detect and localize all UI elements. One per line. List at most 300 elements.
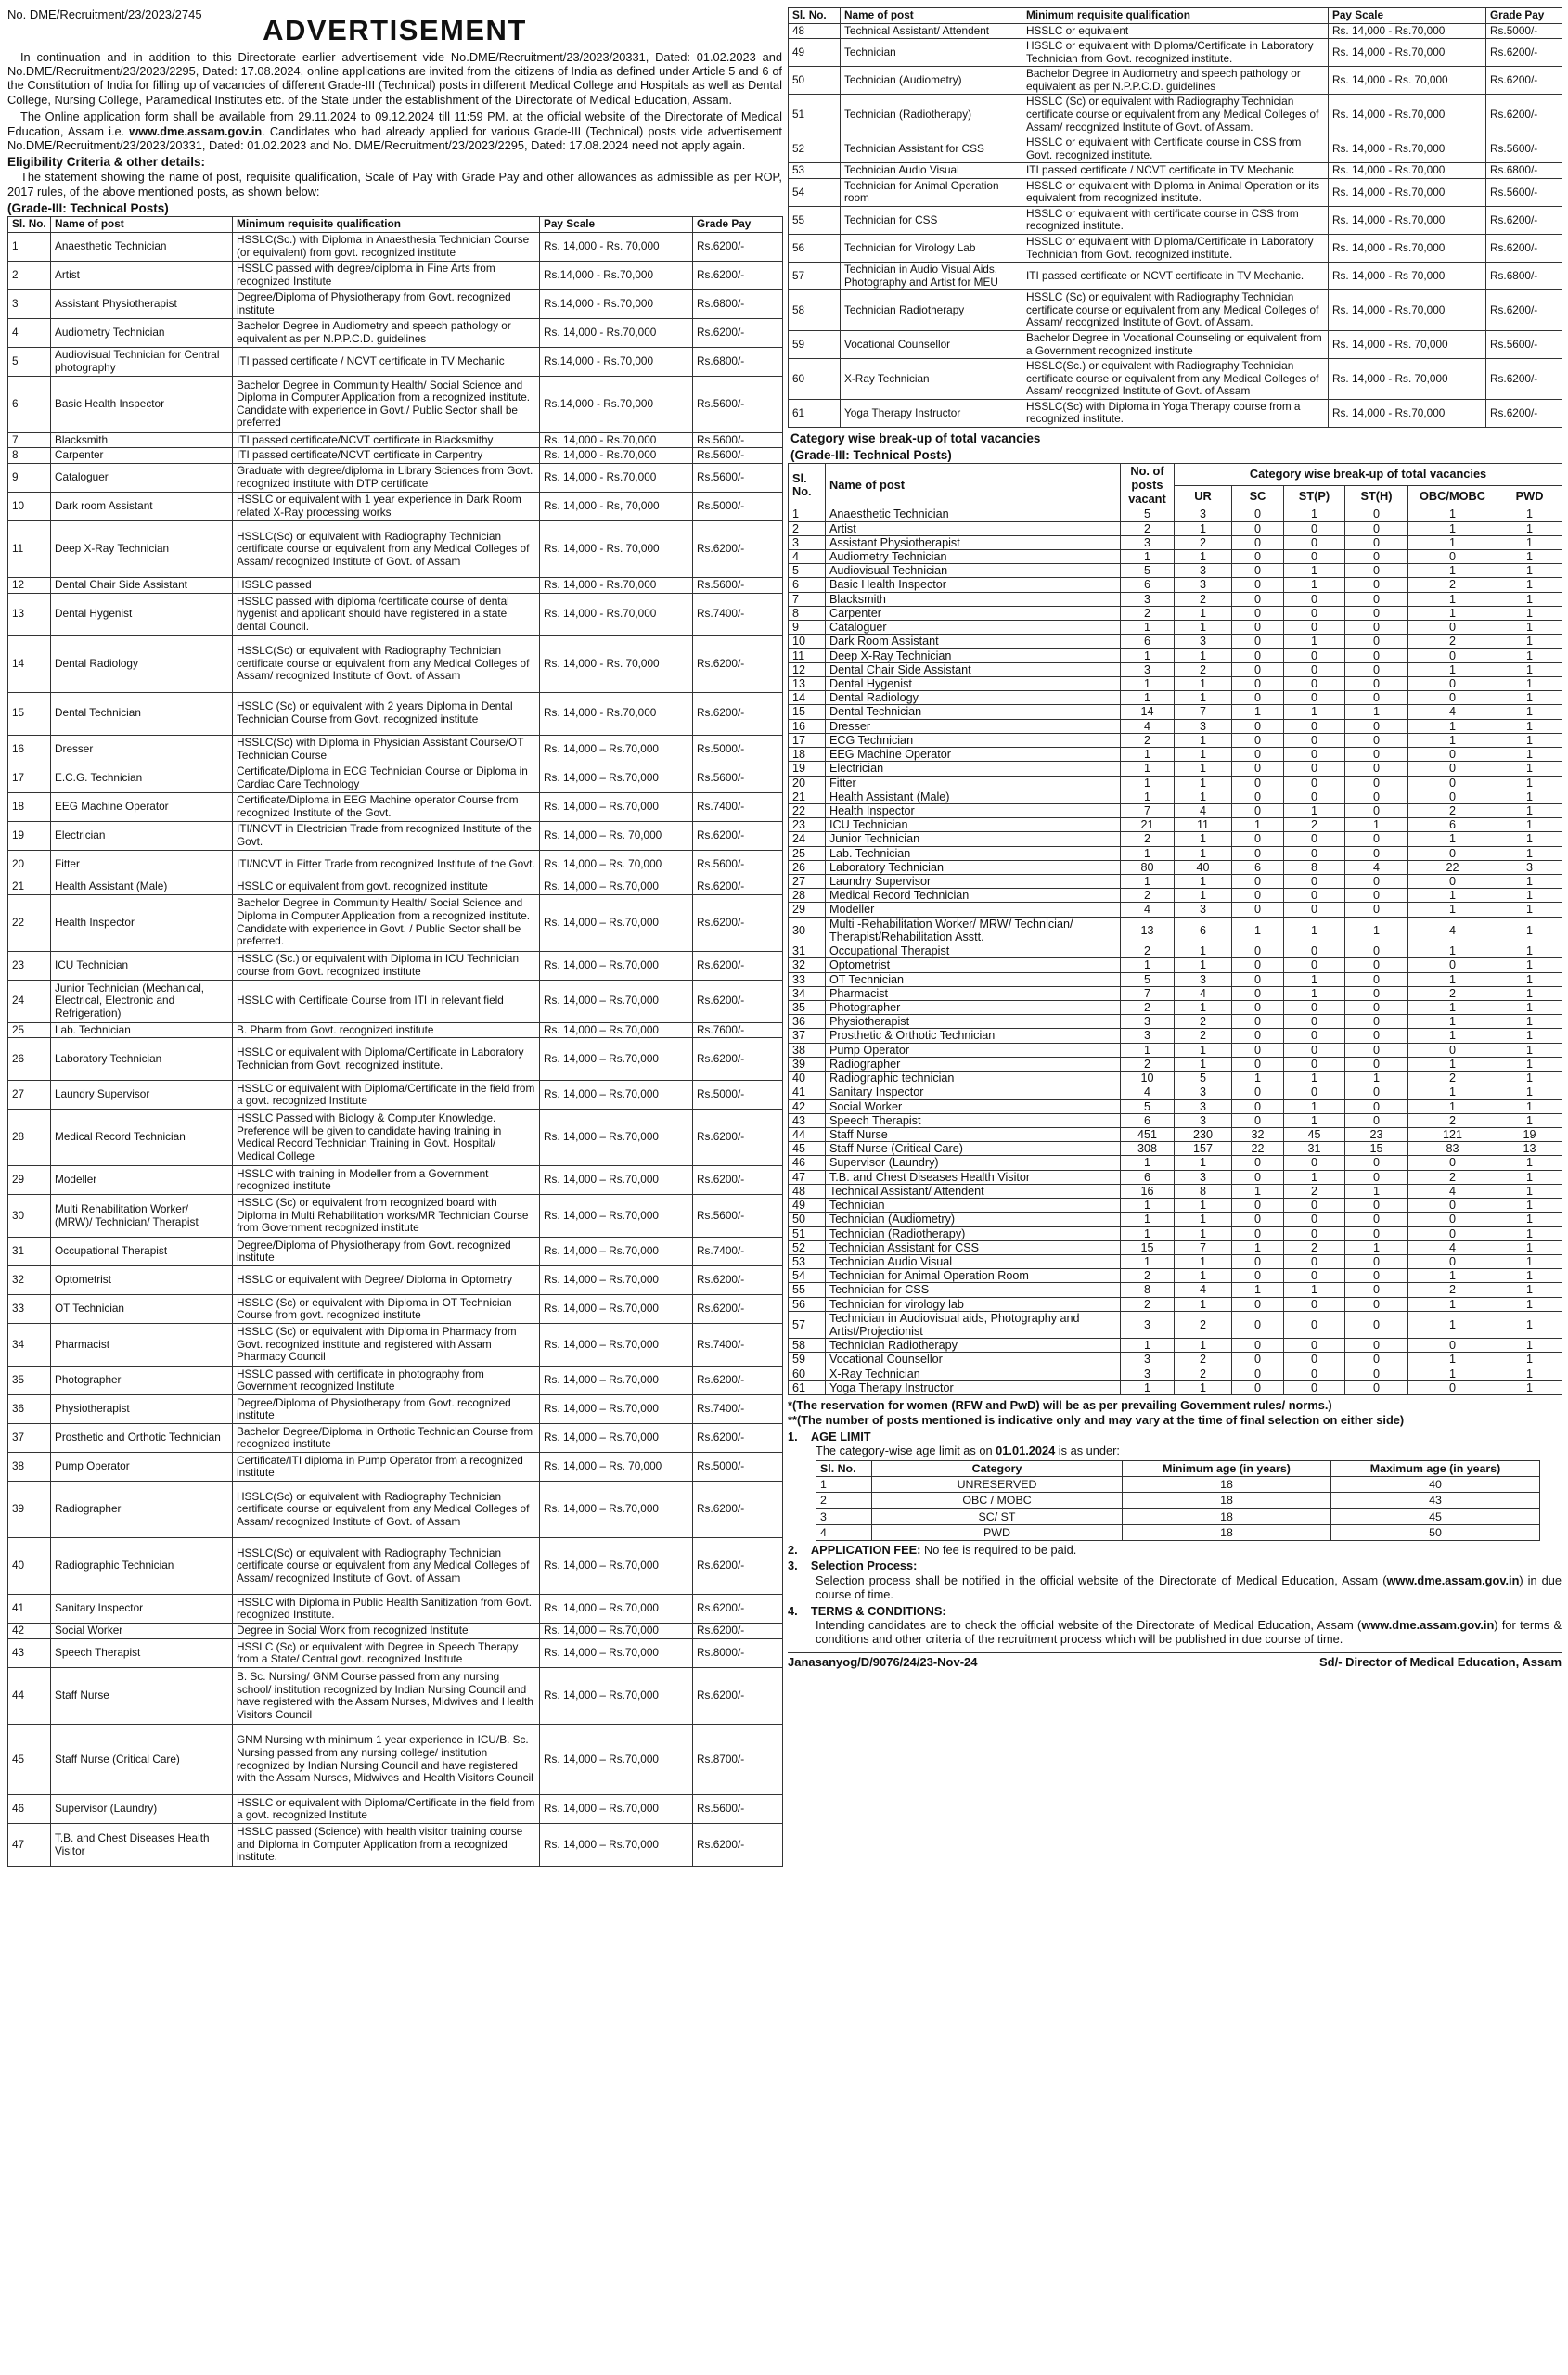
post-pay-scale: Rs. 14,000 - Rs.70,000 bbox=[1329, 178, 1486, 206]
vac-header-name: Name of post bbox=[826, 464, 1121, 507]
post-name: Technical Assistant/ Attendent bbox=[841, 23, 1022, 39]
table-row bbox=[789, 733, 1562, 747]
vac-total: 1 bbox=[1121, 1156, 1175, 1170]
table-row bbox=[789, 178, 1562, 206]
post-name: Radiographic Technician bbox=[51, 1538, 233, 1595]
vac-sth: 0 bbox=[1345, 972, 1408, 986]
vac-header-sth: ST(H) bbox=[1345, 485, 1408, 507]
vac-pwd: 1 bbox=[1497, 944, 1562, 958]
vac-obc: 0 bbox=[1408, 846, 1497, 860]
vac-stp: 1 bbox=[1284, 1113, 1345, 1127]
vac-obc: 1 bbox=[1408, 832, 1497, 846]
post-grade-pay: Rs.5000/- bbox=[693, 1453, 783, 1482]
table-row bbox=[789, 803, 1562, 817]
post-grade-pay: Rs.7400/- bbox=[693, 1395, 783, 1424]
vac-total: 1 bbox=[1121, 1043, 1175, 1057]
vac-post-name: OT Technician bbox=[826, 972, 1121, 986]
post-pay-scale: Rs. 14,000 - Rs.70,000 bbox=[540, 593, 693, 635]
post-qualification: Degree in Social Work from recognized Institute bbox=[233, 1624, 540, 1639]
post-grade-pay: Rs.8700/- bbox=[693, 1725, 783, 1795]
vac-stp: 8 bbox=[1284, 860, 1345, 874]
vac-post-name: Cataloguer bbox=[826, 621, 1121, 635]
table-row bbox=[789, 330, 1562, 358]
table-row bbox=[8, 463, 783, 492]
post-qualification: HSSLC or equivalent with Diploma/Certificate in the field from a govt. recognized Institute bbox=[233, 1081, 540, 1110]
post-grade-pay: Rs.6200/- bbox=[1486, 235, 1562, 263]
vac-sth: 0 bbox=[1345, 1170, 1408, 1184]
vac-pwd: 3 bbox=[1497, 860, 1562, 874]
vac-sth: 0 bbox=[1345, 719, 1408, 733]
vac-ur: 3 bbox=[1175, 972, 1232, 986]
table-row bbox=[789, 889, 1562, 903]
vac-sl-no: 52 bbox=[789, 1240, 826, 1254]
post-pay-scale: Rs. 14,000 – Rs.70,000 bbox=[540, 735, 693, 764]
vac-post-name: Technical Assistant/ Attendent bbox=[826, 1184, 1121, 1198]
post-grade-pay: Rs.5600/- bbox=[693, 432, 783, 448]
post-name: Dark room Assistant bbox=[51, 492, 233, 520]
vac-pwd: 1 bbox=[1497, 790, 1562, 803]
vac-total: 1 bbox=[1121, 790, 1175, 803]
vac-header-ur: UR bbox=[1175, 485, 1232, 507]
post-qualification: HSSLC or equivalent with Diploma/Certificate in Laboratory Technician from Govt. recognized institute. bbox=[233, 1038, 540, 1081]
vac-sth: 0 bbox=[1345, 1283, 1408, 1297]
vac-total: 308 bbox=[1121, 1142, 1175, 1156]
vac-sc: 0 bbox=[1232, 803, 1284, 817]
vac-stp: 0 bbox=[1284, 958, 1345, 972]
vac-sth: 0 bbox=[1345, 846, 1408, 860]
post-pay-scale: Rs. 14,000 - Rs. 70,000 bbox=[1329, 330, 1486, 358]
vac-sc: 0 bbox=[1232, 1043, 1284, 1057]
post-pay-scale: Rs. 14,000 – Rs.70,000 bbox=[540, 1395, 693, 1424]
header-name-of-post: Name of post bbox=[841, 8, 1022, 24]
footer-code: Janasanyog/D/9076/24/23-Nov-24 bbox=[788, 1654, 978, 1669]
table-row bbox=[789, 676, 1562, 690]
fee-section bbox=[788, 1543, 1562, 1557]
vac-sc: 0 bbox=[1232, 1015, 1284, 1029]
vac-sl-no: 19 bbox=[789, 762, 826, 776]
table-row bbox=[789, 592, 1562, 606]
vac-post-name: Technician Radiotherapy bbox=[826, 1339, 1121, 1353]
vac-pwd: 1 bbox=[1497, 535, 1562, 549]
vac-stp: 0 bbox=[1284, 1226, 1345, 1240]
vac-pwd: 1 bbox=[1497, 776, 1562, 790]
post-sl-no: 5 bbox=[8, 347, 51, 376]
post-pay-scale: Rs. 14,000 – Rs.70,000 bbox=[540, 980, 693, 1022]
vac-sc: 0 bbox=[1232, 1311, 1284, 1338]
vac-obc: 2 bbox=[1408, 1113, 1497, 1127]
terms-title: TERMS & CONDITIONS: bbox=[810, 1603, 946, 1618]
table-row bbox=[8, 1824, 783, 1867]
vac-ur: 1 bbox=[1175, 648, 1232, 662]
post-pay-scale: Rs. 14,000 – Rs.70,000 bbox=[540, 1110, 693, 1166]
vac-pwd: 1 bbox=[1497, 1085, 1562, 1099]
vac-total: 2 bbox=[1121, 1001, 1175, 1015]
vac-sl-no: 6 bbox=[789, 578, 826, 592]
vac-post-name: Speech Therapist bbox=[826, 1113, 1121, 1127]
table-row bbox=[816, 1477, 1540, 1493]
vac-total: 1 bbox=[1121, 621, 1175, 635]
post-grade-pay: Rs.6200/- bbox=[693, 1295, 783, 1324]
vac-post-name: Lab. Technician bbox=[826, 846, 1121, 860]
table-row bbox=[789, 621, 1562, 635]
vac-ur: 1 bbox=[1175, 762, 1232, 776]
vac-total: 4 bbox=[1121, 1085, 1175, 1099]
post-name: Dental Chair Side Assistant bbox=[51, 577, 233, 593]
age-intro-b: is as under: bbox=[1055, 1444, 1120, 1458]
vac-sth: 0 bbox=[1345, 635, 1408, 648]
post-grade-pay: Rs.7400/- bbox=[693, 593, 783, 635]
vac-sth: 0 bbox=[1345, 986, 1408, 1000]
post-qualification: HSSLC or equivalent with certificate course in CSS from recognized institute. bbox=[1022, 206, 1329, 234]
table-row bbox=[8, 792, 783, 821]
vac-sl-no: 27 bbox=[789, 875, 826, 889]
vac-obc: 0 bbox=[1408, 1156, 1497, 1170]
post-pay-scale: Rs. 14,000 – Rs.70,000 bbox=[540, 1367, 693, 1395]
post-pay-scale: Rs. 14,000 - Rs. 70,000 bbox=[540, 520, 693, 577]
vac-sl-no: 9 bbox=[789, 621, 826, 635]
post-qualification: HSSLC or equivalent with Diploma/Certificate in Laboratory Technician from Govt. recognized institute. bbox=[1022, 39, 1329, 67]
vac-sc: 0 bbox=[1232, 507, 1284, 521]
vac-stp: 45 bbox=[1284, 1127, 1345, 1141]
vac-sc: 0 bbox=[1232, 1339, 1284, 1353]
age-header-category: Category bbox=[872, 1460, 1123, 1476]
table-row bbox=[789, 578, 1562, 592]
post-pay-scale: Rs. 14,000 – Rs.70,000 bbox=[540, 1022, 693, 1038]
vac-sc: 0 bbox=[1232, 790, 1284, 803]
vac-post-name: Staff Nurse (Critical Care) bbox=[826, 1142, 1121, 1156]
vac-sl-no: 32 bbox=[789, 958, 826, 972]
vac-total: 1 bbox=[1121, 1254, 1175, 1268]
vac-sc: 0 bbox=[1232, 1297, 1284, 1311]
vac-sth: 0 bbox=[1345, 535, 1408, 549]
post-grade-pay: Rs.5600/- bbox=[693, 577, 783, 593]
age-header-max: Maximum age (in years) bbox=[1331, 1460, 1540, 1476]
vac-obc: 1 bbox=[1408, 662, 1497, 676]
table-row bbox=[789, 691, 1562, 705]
vac-total: 80 bbox=[1121, 860, 1175, 874]
vac-ur: 3 bbox=[1175, 635, 1232, 648]
post-grade-pay: Rs.5600/- bbox=[693, 850, 783, 879]
post-name: Junior Technician (Mechanical, Electrical, Electronic and Refrigeration) bbox=[51, 980, 233, 1022]
posts-table-left bbox=[7, 216, 783, 1867]
post-grade-pay: Rs.6200/- bbox=[693, 894, 783, 951]
post-qualification: HSSLC passed with diploma /certificate course of dental hygenist and applicant should have registered in a state dental Council. bbox=[233, 593, 540, 635]
vac-sl-no: 8 bbox=[789, 606, 826, 620]
header-sl-no: Sl. No. bbox=[8, 217, 51, 233]
vac-stp: 0 bbox=[1284, 606, 1345, 620]
post-sl-no: 19 bbox=[8, 821, 51, 850]
vac-sth: 4 bbox=[1345, 860, 1408, 874]
vac-total: 15 bbox=[1121, 1240, 1175, 1254]
vac-stp: 2 bbox=[1284, 1240, 1345, 1254]
vac-obc: 2 bbox=[1408, 1072, 1497, 1085]
vac-pwd: 1 bbox=[1497, 1380, 1562, 1394]
vac-ur: 1 bbox=[1175, 1057, 1232, 1071]
vac-post-name: Technician for virology lab bbox=[826, 1297, 1121, 1311]
vac-sth: 0 bbox=[1345, 1085, 1408, 1099]
vac-obc: 0 bbox=[1408, 648, 1497, 662]
vac-total: 6 bbox=[1121, 1170, 1175, 1184]
vac-sth: 0 bbox=[1345, 1057, 1408, 1071]
vac-obc: 1 bbox=[1408, 1029, 1497, 1043]
vac-sc: 0 bbox=[1232, 1199, 1284, 1213]
vac-sl-no: 53 bbox=[789, 1254, 826, 1268]
post-name: Health Inspector bbox=[51, 894, 233, 951]
vac-stp: 0 bbox=[1284, 1297, 1345, 1311]
vac-obc: 1 bbox=[1408, 889, 1497, 903]
vac-stp: 0 bbox=[1284, 1015, 1345, 1029]
vac-sc: 6 bbox=[1232, 860, 1284, 874]
post-pay-scale: Rs. 14,000 – Rs.70,000 bbox=[540, 1238, 693, 1266]
terms-website-link[interactable]: www.dme.assam.gov.in bbox=[1361, 1617, 1495, 1632]
vac-sc: 0 bbox=[1232, 944, 1284, 958]
vac-sc: 0 bbox=[1232, 1085, 1284, 1099]
post-pay-scale: Rs. 14,000 – Rs.70,000 bbox=[540, 1624, 693, 1639]
post-name: Technician in Audio Visual Aids, Photography and Artist for MEU bbox=[841, 263, 1022, 290]
note-reservation: *(The reservation for women (RFW and PwD) will be as per prevailing Government rules/ norms.) bbox=[788, 1398, 1332, 1413]
post-grade-pay: Rs.6200/- bbox=[1486, 290, 1562, 331]
vac-total: 1 bbox=[1121, 748, 1175, 762]
post-qualification: Bachelor Degree in Audiometry and speech pathology or equivalent as per N.P.P.C.D. guidelines bbox=[1022, 67, 1329, 95]
vac-obc: 4 bbox=[1408, 1240, 1497, 1254]
post-name: Electrician bbox=[51, 821, 233, 850]
vac-stp: 0 bbox=[1284, 846, 1345, 860]
vac-pwd: 1 bbox=[1497, 1015, 1562, 1029]
post-pay-scale: Rs. 14,000 – Rs.70,000 bbox=[540, 1266, 693, 1295]
vac-sc: 0 bbox=[1232, 648, 1284, 662]
vac-ur: 1 bbox=[1175, 1226, 1232, 1240]
header-grade-pay: Grade Pay bbox=[693, 217, 783, 233]
table-row bbox=[789, 564, 1562, 578]
vac-post-name: ICU Technician bbox=[826, 818, 1121, 832]
post-name: Blacksmith bbox=[51, 432, 233, 448]
vac-ur: 1 bbox=[1175, 889, 1232, 903]
table-row bbox=[789, 790, 1562, 803]
post-sl-no: 4 bbox=[8, 318, 51, 347]
vac-sl-no: 43 bbox=[789, 1113, 826, 1127]
post-grade-pay: Rs.6800/- bbox=[1486, 263, 1562, 290]
post-sl-no: 20 bbox=[8, 850, 51, 879]
post-sl-no: 37 bbox=[8, 1424, 51, 1453]
vac-sc: 0 bbox=[1232, 1269, 1284, 1283]
vac-sl-no: 39 bbox=[789, 1057, 826, 1071]
vac-pwd: 1 bbox=[1497, 903, 1562, 917]
vac-obc: 1 bbox=[1408, 1269, 1497, 1283]
vac-sc: 0 bbox=[1232, 846, 1284, 860]
post-pay-scale: Rs. 14,000 – Rs.70,000 bbox=[540, 1424, 693, 1453]
vac-header-stp: ST(P) bbox=[1284, 485, 1345, 507]
vac-sc: 0 bbox=[1232, 535, 1284, 549]
post-name: Physiotherapist bbox=[51, 1395, 233, 1424]
post-pay-scale: Rs. 14,000 - Rs.70,000 bbox=[540, 692, 693, 735]
vac-post-name: Dental Chair Side Assistant bbox=[826, 662, 1121, 676]
post-pay-scale: Rs. 14,000 - Rs.70,000 bbox=[1329, 135, 1486, 163]
vac-ur: 40 bbox=[1175, 860, 1232, 874]
vac-obc: 0 bbox=[1408, 875, 1497, 889]
vac-pwd: 1 bbox=[1497, 1213, 1562, 1226]
vac-total: 4 bbox=[1121, 719, 1175, 733]
vac-ur: 1 bbox=[1175, 1297, 1232, 1311]
table-row bbox=[789, 986, 1562, 1000]
post-grade-pay: Rs.6200/- bbox=[693, 635, 783, 692]
post-sl-no: 45 bbox=[8, 1725, 51, 1795]
post-grade-pay: Rs.6200/- bbox=[693, 980, 783, 1022]
selection-number: 3. bbox=[788, 1559, 798, 1573]
vac-sl-no: 42 bbox=[789, 1099, 826, 1113]
vac-sl-no: 13 bbox=[789, 676, 826, 690]
footer-signature: Sd/- Director of Medical Education, Assam bbox=[1318, 1654, 1562, 1669]
post-sl-no: 42 bbox=[8, 1624, 51, 1639]
vac-sc: 0 bbox=[1232, 592, 1284, 606]
table-row bbox=[789, 1029, 1562, 1043]
post-pay-scale: Rs. 14,000 - Rs 70,000 bbox=[1329, 263, 1486, 290]
vac-obc: 4 bbox=[1408, 917, 1497, 944]
post-grade-pay: Rs.6200/- bbox=[693, 318, 783, 347]
vac-post-name: Technician for CSS bbox=[826, 1283, 1121, 1297]
vac-pwd: 1 bbox=[1497, 733, 1562, 747]
vac-sl-no: 18 bbox=[789, 748, 826, 762]
vac-pwd: 1 bbox=[1497, 719, 1562, 733]
post-qualification: HSSLC (Sc) or equivalent with 2 years Diploma in Dental Technician Course from Govt. recognized institute bbox=[233, 692, 540, 735]
post-qualification: HSSLC or equivalent with Diploma/Certificate in Laboratory Technician from Govt. recognized institute. bbox=[1022, 235, 1329, 263]
vac-sth: 1 bbox=[1345, 705, 1408, 719]
selection-website-link[interactable]: www.dme.assam.gov.in bbox=[1386, 1573, 1520, 1587]
vac-post-name: Radiographer bbox=[826, 1057, 1121, 1071]
vac-sc: 0 bbox=[1232, 1099, 1284, 1113]
vac-pwd: 1 bbox=[1497, 1367, 1562, 1380]
post-pay-scale: Rs. 14,000 - Rs. 70,000 bbox=[1329, 359, 1486, 400]
post-sl-no: 13 bbox=[8, 593, 51, 635]
table-row bbox=[789, 535, 1562, 549]
vac-stp: 0 bbox=[1284, 719, 1345, 733]
vac-sl-no: 48 bbox=[789, 1184, 826, 1198]
vac-pwd: 1 bbox=[1497, 691, 1562, 705]
post-qualification: ITI/NCVT in Fitter Trade from recognized Institute of the Govt. bbox=[233, 850, 540, 879]
vac-sc: 0 bbox=[1232, 578, 1284, 592]
vac-total: 3 bbox=[1121, 592, 1175, 606]
vac-sth: 1 bbox=[1345, 1072, 1408, 1085]
vac-total: 2 bbox=[1121, 606, 1175, 620]
table-row bbox=[789, 860, 1562, 874]
post-name: E.C.G. Technician bbox=[51, 764, 233, 792]
table-row bbox=[8, 577, 783, 593]
vac-pwd: 1 bbox=[1497, 846, 1562, 860]
vac-pwd: 1 bbox=[1497, 1001, 1562, 1015]
post-grade-pay: Rs.7400/- bbox=[693, 792, 783, 821]
table-row bbox=[8, 894, 783, 951]
table-row bbox=[789, 290, 1562, 331]
vac-total: 2 bbox=[1121, 889, 1175, 903]
vac-sth: 0 bbox=[1345, 1199, 1408, 1213]
vac-pwd: 1 bbox=[1497, 606, 1562, 620]
vac-obc: 1 bbox=[1408, 1001, 1497, 1015]
page-title: ADVERTISEMENT bbox=[263, 13, 527, 46]
post-pay-scale: Rs. 14,000 – Rs.70,000 bbox=[540, 1824, 693, 1867]
vac-sc: 0 bbox=[1232, 521, 1284, 535]
vac-post-name: Dark Room Assistant bbox=[826, 635, 1121, 648]
table-row bbox=[789, 1199, 1562, 1213]
vac-stp: 1 bbox=[1284, 705, 1345, 719]
age-max: 40 bbox=[1331, 1477, 1540, 1493]
vac-obc: 1 bbox=[1408, 1099, 1497, 1113]
post-grade-pay: Rs.6200/- bbox=[693, 821, 783, 850]
vac-ur: 1 bbox=[1175, 676, 1232, 690]
post-grade-pay: Rs.6200/- bbox=[693, 692, 783, 735]
post-name: Anaesthetic Technician bbox=[51, 232, 233, 261]
table-row bbox=[8, 1639, 783, 1668]
post-sl-no: 43 bbox=[8, 1639, 51, 1668]
post-grade-pay: Rs.6200/- bbox=[693, 1595, 783, 1624]
post-sl-no: 61 bbox=[789, 399, 841, 427]
website-link[interactable]: www.dme.assam.gov.in bbox=[129, 123, 263, 138]
vac-total: 451 bbox=[1121, 1127, 1175, 1141]
vac-sth: 0 bbox=[1345, 1380, 1408, 1394]
vac-total: 13 bbox=[1121, 917, 1175, 944]
table-row bbox=[789, 958, 1562, 972]
vac-post-name: Photographer bbox=[826, 1001, 1121, 1015]
vac-obc: 2 bbox=[1408, 803, 1497, 817]
terms-text-a: Intending candidates are to check the official website of the Directorate of Medical Education, Assam ( bbox=[816, 1617, 1362, 1632]
age-limit-section bbox=[788, 1430, 1562, 1541]
table-row bbox=[8, 1624, 783, 1639]
post-name: Technician Assistant for CSS bbox=[841, 135, 1022, 163]
post-qualification: HSSLC (Sc) or equivalent from recognized board with Diploma in Multi Rehabilitation works/MR Technician Course from Government recognized institute bbox=[233, 1195, 540, 1238]
table-row bbox=[789, 521, 1562, 535]
post-sl-no: 3 bbox=[8, 289, 51, 318]
vac-stp: 0 bbox=[1284, 1057, 1345, 1071]
vac-sth: 0 bbox=[1345, 691, 1408, 705]
post-sl-no: 12 bbox=[8, 577, 51, 593]
vac-total: 6 bbox=[1121, 1113, 1175, 1127]
vac-sl-no: 40 bbox=[789, 1072, 826, 1085]
post-sl-no: 31 bbox=[8, 1238, 51, 1266]
post-name: Technician (Radiotherapy) bbox=[841, 95, 1022, 135]
post-qualification: ITI passed certificate / NCVT certificate in TV Mechanic bbox=[233, 347, 540, 376]
vac-sl-no: 28 bbox=[789, 889, 826, 903]
vac-obc: 1 bbox=[1408, 564, 1497, 578]
post-pay-scale: Rs.14,000 - Rs.70,000 bbox=[540, 289, 693, 318]
vac-stp: 0 bbox=[1284, 832, 1345, 846]
post-qualification: HSSLC or equivalent with Degree/ Diploma in Optometry bbox=[233, 1266, 540, 1295]
vac-sc: 0 bbox=[1232, 1113, 1284, 1127]
vac-ur: 1 bbox=[1175, 748, 1232, 762]
vac-post-name: Radiographic technician bbox=[826, 1072, 1121, 1085]
vac-sc: 0 bbox=[1232, 889, 1284, 903]
table-row bbox=[8, 821, 783, 850]
table-row bbox=[789, 507, 1562, 521]
vac-sth: 0 bbox=[1345, 1113, 1408, 1127]
vac-obc: 0 bbox=[1408, 1199, 1497, 1213]
vac-post-name: Technician bbox=[826, 1199, 1121, 1213]
vac-ur: 4 bbox=[1175, 1283, 1232, 1297]
selection-title: Selection Process: bbox=[810, 1559, 918, 1573]
vac-stp: 2 bbox=[1284, 818, 1345, 832]
post-qualification: Degree/Diploma of Physiotherapy from Govt. recognized institute bbox=[233, 1395, 540, 1424]
vac-stp: 0 bbox=[1284, 621, 1345, 635]
vac-pwd: 1 bbox=[1497, 1199, 1562, 1213]
selection-text-b: ) in due course of time. bbox=[816, 1573, 1562, 1602]
vac-sc: 0 bbox=[1232, 1213, 1284, 1226]
vac-stp: 0 bbox=[1284, 648, 1345, 662]
post-pay-scale: Rs. 14,000 – Rs.70,000 bbox=[540, 894, 693, 951]
vac-total: 5 bbox=[1121, 972, 1175, 986]
table-row bbox=[789, 1283, 1562, 1297]
table-row bbox=[789, 1367, 1562, 1380]
vacancy-header-row-1 bbox=[789, 464, 1562, 486]
post-grade-pay: Rs.5000/- bbox=[693, 735, 783, 764]
post-pay-scale: Rs. 14,000 - Rs.70,000 bbox=[1329, 23, 1486, 39]
post-sl-no: 53 bbox=[789, 163, 841, 179]
